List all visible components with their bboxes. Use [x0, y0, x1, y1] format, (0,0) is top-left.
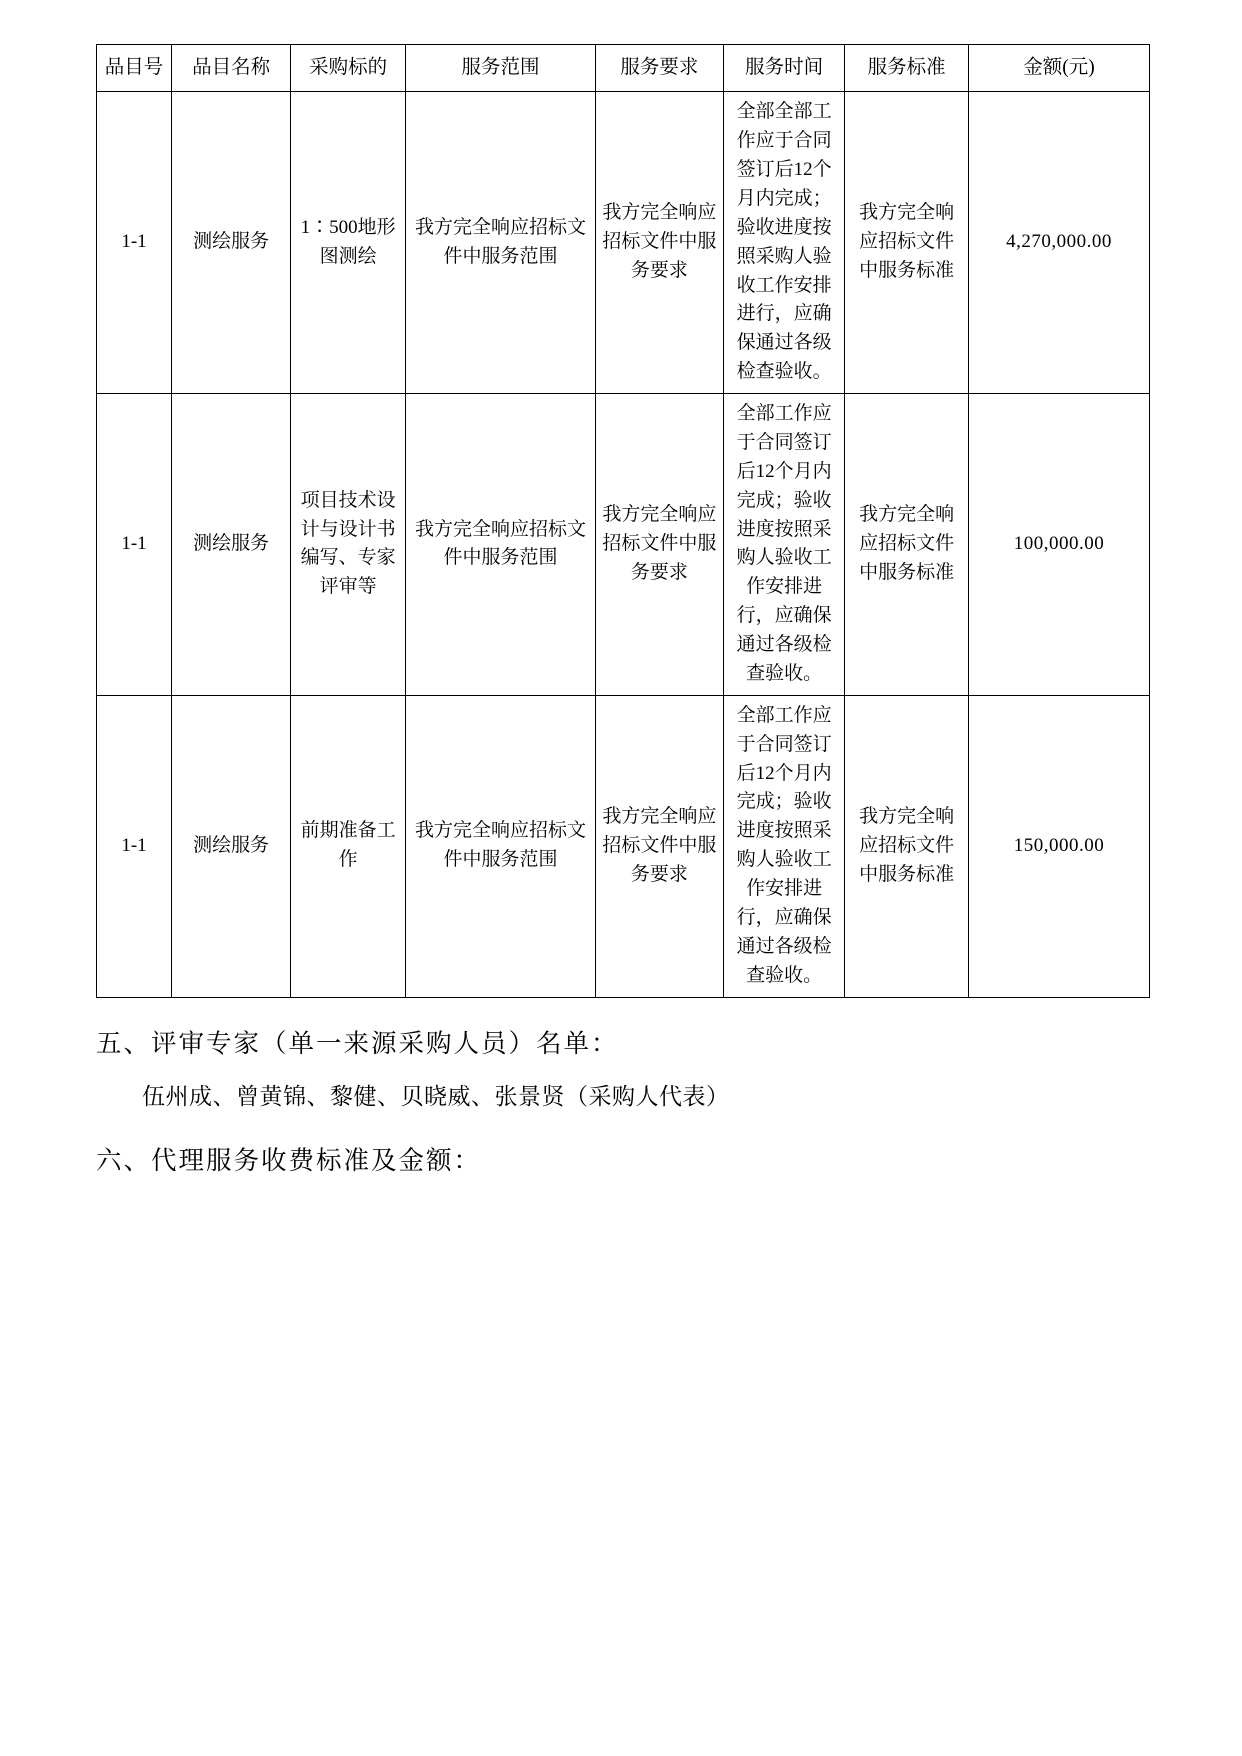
cell-service-scope: 我方完全响应招标文件中服务范围 [406, 92, 596, 394]
header-service-standard: 服务标准 [845, 45, 969, 92]
table-header-row [97, 45, 1150, 92]
header-procurement-target: 采购标的 [291, 45, 406, 92]
table-row [97, 92, 1150, 394]
cell-amount: 4,270,000.00 [968, 92, 1149, 394]
cell-service-time: 全部全部工作应于合同签订后12个月内完成；验收进度按照采购人验收工作安排进行，应确保通过各级检查验收。 [723, 92, 844, 394]
cell-service-scope: 我方完全响应招标文件中服务范围 [406, 394, 596, 696]
cell-service-requirement: 我方完全响应招标文件中服务要求 [595, 92, 723, 394]
section-heading-experts: 五、评审专家（单一来源采购人员）名单： [96, 1028, 619, 1058]
cell-service-time: 全部工作应于合同签订后12个月内完成；验收进度按照采购人验收工作安排进行，应确保通过各级检查验收。 [723, 394, 844, 696]
cell-service-scope: 我方完全响应招标文件中服务范围 [406, 695, 596, 997]
table-row [97, 394, 1150, 696]
cell-item-no: 1-1 [97, 695, 172, 997]
cell-item-name: 测绘服务 [172, 695, 291, 997]
header-service-scope: 服务范围 [406, 45, 596, 92]
cell-item-no: 1-1 [97, 394, 172, 696]
experts-name-list: 伍州成、曾黄锦、黎健、贝晓威、张景贤（采购人代表） [142, 1084, 730, 1110]
table-row [97, 695, 1150, 997]
header-service-requirement: 服务要求 [595, 45, 723, 92]
cell-amount: 150,000.00 [968, 695, 1149, 997]
procurement-items-table [96, 44, 1150, 998]
header-item-no: 品目号 [97, 45, 172, 92]
cell-item-name: 测绘服务 [172, 92, 291, 394]
cell-service-requirement: 我方完全响应招标文件中服务要求 [595, 394, 723, 696]
cell-procurement-target: 1∶500地形图测绘 [291, 92, 406, 394]
cell-service-requirement: 我方完全响应招标文件中服务要求 [595, 695, 723, 997]
cell-service-time: 全部工作应于合同签订后12个月内完成；验收进度按照采购人验收工作安排进行，应确保通过各级检查验收。 [723, 695, 844, 997]
cell-amount: 100,000.00 [968, 394, 1149, 696]
cell-procurement-target: 项目技术设计与设计书编写、专家评审等 [291, 394, 406, 696]
cell-service-standard: 我方完全响应招标文件中服务标准 [845, 394, 969, 696]
cell-item-name: 测绘服务 [172, 394, 291, 696]
header-amount: 金额(元) [968, 45, 1149, 92]
section-heading-agency-fee: 六、代理服务收费标准及金额： [96, 1146, 482, 1176]
cell-service-standard: 我方完全响应招标文件中服务标准 [845, 695, 969, 997]
cell-item-no: 1-1 [97, 92, 172, 394]
cell-service-standard: 我方完全响应招标文件中服务标准 [845, 92, 969, 394]
header-service-time: 服务时间 [723, 45, 844, 92]
header-item-name: 品目名称 [172, 45, 291, 92]
cell-procurement-target: 前期准备工作 [291, 695, 406, 997]
